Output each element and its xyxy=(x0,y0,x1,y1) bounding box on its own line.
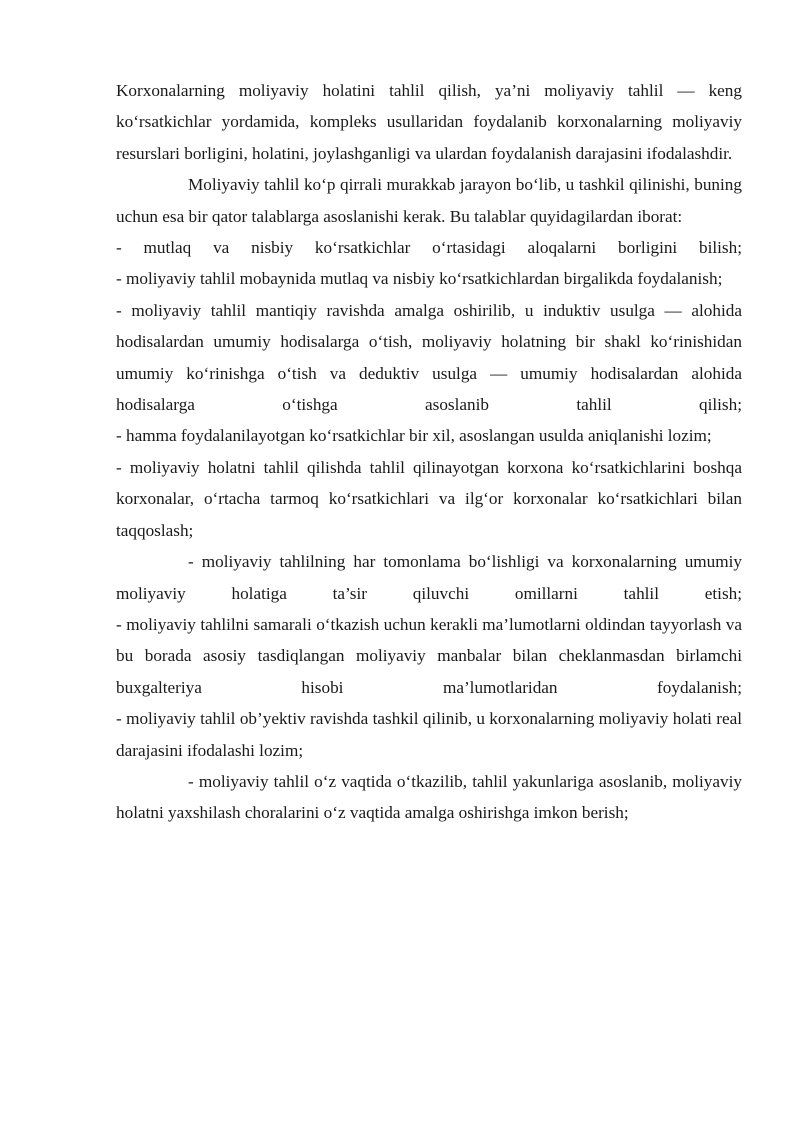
list-item-requirement-2: - moliyaviy tahlil mobaynida mutlaq va nisbiy ko‘rsatkichlardan birgalikda foydalanish; xyxy=(116,269,723,289)
list-item-requirement-7: - moliyaviy tahlilni samarali o‘tkazish uchun kerakli ma’lumotlarni oldindan tayyorlash va bu borada asosiy tasdiqlangan moliyaviy manbalar bilan cheklanmasdan birlamchi buxgalteriya hisobi ma’lumotlaridan foydalanish; xyxy=(116,614,742,697)
list-item-requirement-5: - moliyaviy holatni tahlil qilishda tahlil qilinayotgan korxona ko‘rsatkichlarini boshqa korxonalar, o‘rtacha tarmoq ko‘rsatkichlari va ilg‘or korxonalar ko‘rsatkichlari bilan taqqoslash; xyxy=(116,457,742,540)
list-item-requirement-1: - mutlaq va nisbiy ko‘rsatkichlar o‘rtasidagi aloqalarni borligini bilish; xyxy=(116,238,742,258)
list-item-requirement-6: - moliyaviy tahlilning har tomonlama bo‘lishligi va korxonalarning umumiy moliyaviy holatiga ta’sir qiluvchi omillarni tahlil etish; xyxy=(116,552,742,603)
paragraph-intro: Korxonalarning moliyaviy holatini tahlil qilish, ya’ni moliyaviy tahlil — keng ko‘rsatkichlar yordamida, kompleks usullaridan foydalanib korxonalarning moliyaviy resurslari borligini, holatini, joylashganligi va ulardan foydalanish darajasini ifodalashdir. xyxy=(116,81,742,163)
list-item-requirement-9: - moliyaviy tahlil o‘z vaqtida o‘tkazilib, tahlil yakunlariga asoslanib, moliyaviy holatni yaxshilash choralarini o‘z vaqtida amalga oshirishga imkon berish; xyxy=(116,771,742,823)
paragraph-requirements-intro: Moliyaviy tahlil ko‘p qirrali murakkab jarayon bo‘lib, u tashkil qilinishi, buning uchun esa bir qator talablarga asoslanishi kerak. Bu talablar quyidagilardan iborat: xyxy=(116,175,742,226)
list-item-requirement-4: - hamma foydalanilayotgan ko‘rsatkichlar bir xil, asoslangan usulda aniqlanishi lozim; xyxy=(116,426,712,446)
list-item-requirement-3: - moliyaviy tahlil mantiqiy ravishda amalga oshirilib, u induktiv usulga — alohida hodisalardan umumiy hodisalarga o‘tish, moliyaviy holatning bir shakl ko‘rinishidan umumiy ko‘rinishga o‘tish va deduktiv usulga — umumiy hodisalardan alohida hodisalarga o‘tishga asoslanib tahlil qilish; xyxy=(116,300,742,415)
list-item-requirement-8: - moliyaviy tahlil ob’yektiv ravishda tashkil qilinib, u korxonalarning moliyaviy holati real darajasini ifodalashi lozim; xyxy=(116,709,742,760)
document-page xyxy=(116,75,742,829)
